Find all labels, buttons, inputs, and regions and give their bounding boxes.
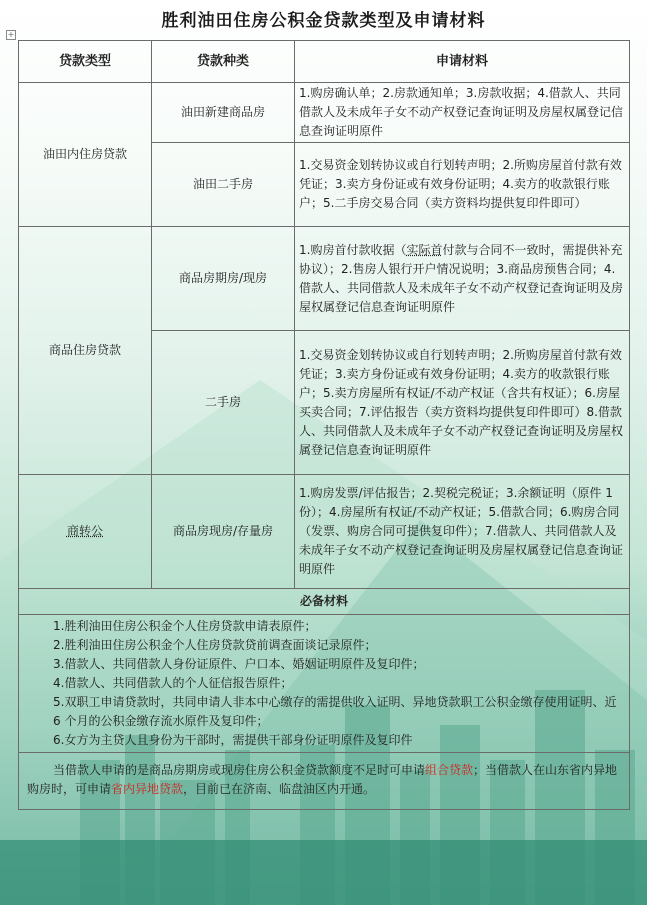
list-item: 2.胜利油田住房公积金个人住房贷款贷前调查面谈记录原件； [53, 638, 377, 652]
table-row [19, 475, 630, 589]
materials-cell: 1.交易资金划转协议或自行划转声明；2.所购房屋首付款有效凭证；3.卖方身份证或有效身份证明；4.卖方的收款银行账户；5.二手房交易合同（卖方资料均提供复印件即可） [295, 143, 630, 227]
list-item: 5.双职工申请贷款时，共同申请人非本中心缴存的需提供收入证明、异地贷款职工公积金缴存使用证明、近 6 个月的公积金缴存流水原件及复印件； [53, 695, 617, 728]
note-text: ，目前已在济南、临盘油区内开通。 [183, 782, 376, 796]
materials-cell [295, 227, 630, 331]
table-move-handle-icon[interactable]: + [7, 30, 15, 39]
note-text: ；当借款人在山东省内异地购房时，可申请 [27, 763, 618, 796]
materials-cell: 1.购房确认单；2.房款通知单；3.房款收据；4.借款人、共同借款人及未成年子女不动产权登记查询证明及房屋权属登记信息查询证明原件 [295, 83, 630, 143]
loan-kind-cell: 二手房 [152, 331, 295, 475]
table-row [19, 227, 630, 331]
loan-type-cell: 油田内住房贷款 [19, 83, 152, 227]
materials-text: 1.购房首付款收据（ [299, 242, 407, 257]
table-header-row [19, 41, 630, 83]
note-row [19, 753, 630, 810]
table-row [19, 83, 630, 143]
materials-text: 付款与合同不一致时，需提供补充协议）；2.售房人银行开户情况说明；3.商品房预售合同；4.借款人、共同借款人及未成年子女不动产权登记查询证明及房屋权属登记信息查询证明原件 [299, 242, 624, 314]
required-materials-title: 必备材料 [19, 589, 630, 615]
materials-cell: 1.交易资金划转协议或自行划转声明；2.所购房屋首付款有效凭证；3.卖方身份证或有效身份证明；4.卖方的收款银行账户；5.卖方房屋所有权证/不动产权证（含共有权证）；6.房屋买卖合同；7.评估报告（卖方资料均提供复印件即可）8.借款人、共同借款人及未成年子女不动产权登记查询证明及房屋权属登记信息查询证明原件 [295, 331, 630, 475]
list-item: 4.借款人、共同借款人的个人征信报告原件； [53, 676, 293, 690]
loan-kind-cell: 油田新建商品房 [152, 83, 295, 143]
list-item: 6.女方为主贷人且身份为干部时，需提供干部身份证明原件及复印件 [53, 733, 413, 747]
note-text: 当借款人申请的是商品房期房或现房住房公积金贷款额度不足时可申请 [53, 763, 426, 777]
highlight-offsite-loan: 省内异地贷款 [111, 782, 184, 796]
header-loan-type: 贷款类型 [19, 41, 152, 83]
required-list-row [19, 615, 630, 753]
highlight-combined-loan: 组合贷款 [425, 763, 474, 777]
loan-materials-table [18, 40, 630, 810]
loan-type-cell [19, 475, 152, 589]
note-paragraph [19, 753, 630, 810]
loan-kind-cell: 油田二手房 [152, 143, 295, 227]
header-loan-kind: 贷款种类 [152, 41, 295, 83]
list-item: 3.借款人、共同借款人身份证原件、户口本、婚姻证明原件及复印件； [53, 657, 425, 671]
loan-type-cell: 商品住房贷款 [19, 227, 152, 475]
loan-type-label: 商转公 [66, 524, 103, 538]
spellcheck-underlined-text: 实际首 [406, 242, 443, 257]
materials-cell: 1.购房发票/评估报告；2.契税完税证；3.余额证明（原件 1 份）；4.房屋所有权证/不动产权证；5.借款合同；6.购房合同（发票、购房合同可提供复印件）；7.借款人、共同借款人及未成年子女不动产权登记查询证明及房屋权属登记信息查询证明原件 [295, 475, 630, 589]
loan-kind-cell: 商品房现房/存量房 [152, 475, 295, 589]
required-title-row [19, 589, 630, 615]
required-materials-list [19, 615, 630, 753]
list-item: 1.胜利油田住房公积金个人住房贷款申请表原件； [53, 619, 317, 633]
loan-kind-cell: 商品房期房/现房 [152, 227, 295, 331]
page-title: 胜利油田住房公积金贷款类型及申请材料 [161, 11, 486, 31]
header-materials: 申请材料 [295, 41, 630, 83]
